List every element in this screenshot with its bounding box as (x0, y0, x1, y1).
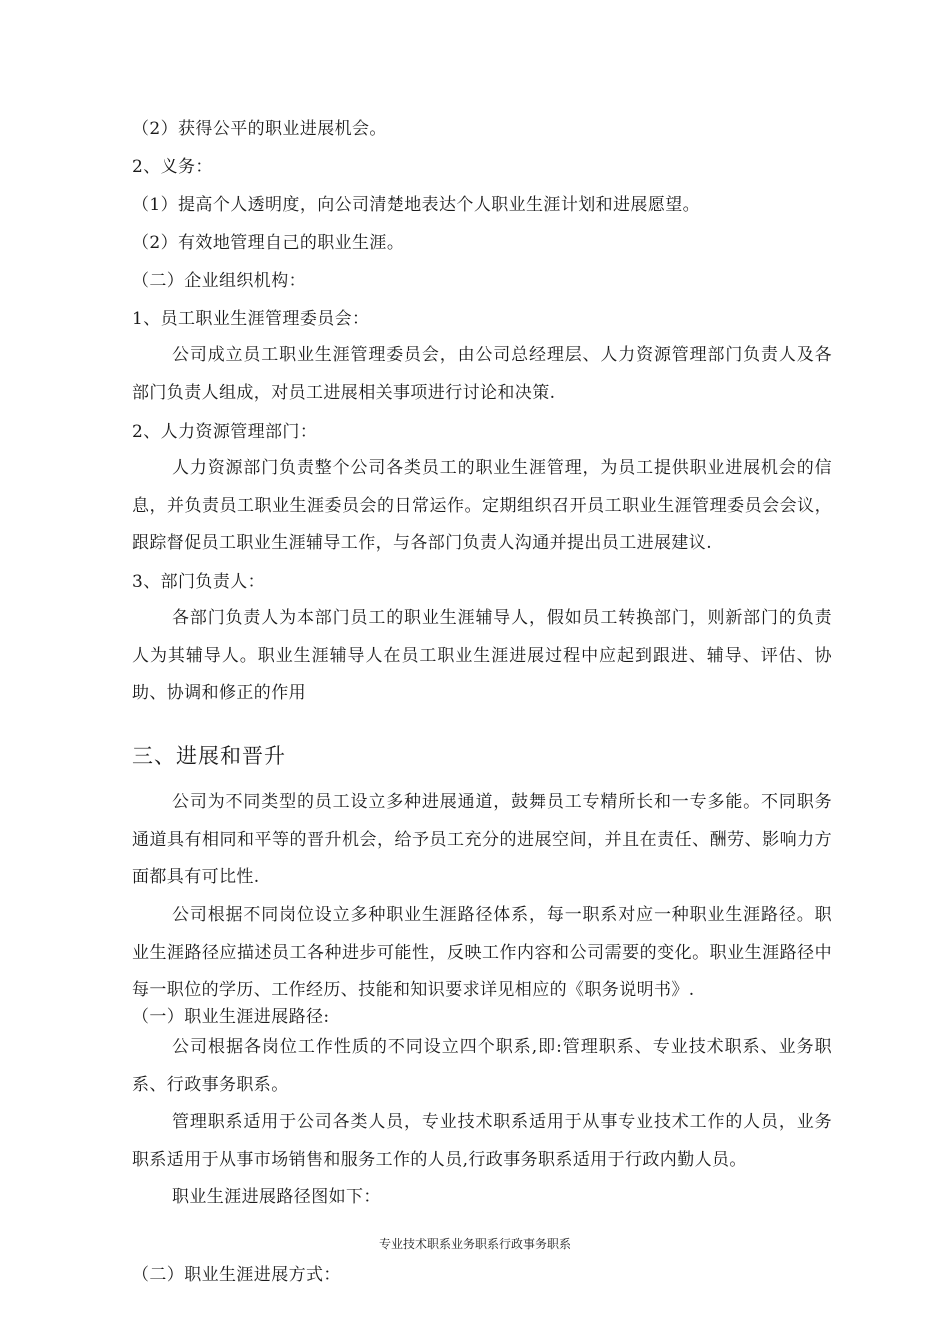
paragraph-channels: 公司为不同类型的员工设立多种进展通道，鼓舞员工专精所长和一专多能。不同职务通道具有相同和平等的晋升机会，给予员工充分的进展空间，并且在责任、酬劳、影响力方面都具有可比性. (132, 792, 832, 887)
paragraph-hr-dept: 人力资源部门负责整个公司各类员工的职业生涯管理，为员工提供职业进展机会的信息，并负责员工职业生涯委员会的日常运作。定期组织召开员工职业生涯管理委员会会议，跟踪督促员工职业生涯辅导工作，与各部门负责人沟通并提出员工进展建议. (132, 458, 832, 553)
paragraph-four-series: 公司根据各岗位工作性质的不同设立四个职系,即:管理职系、专业技术职系、业务职系、行政事务职系。 (132, 1037, 832, 1095)
paragraph-path-diagram: 职业生涯进展路径图如下： (172, 1187, 381, 1207)
text-line-fair-opportunity: （2）获得公平的职业进展机会。 (132, 119, 387, 139)
section-career-methods: （二）职业生涯进展方式： (132, 1265, 341, 1285)
section-career-path: （一）职业生涯进展路径: (132, 1007, 330, 1027)
diagram-caption: 专业技术职系业务职系行政事务职系 (378, 1237, 571, 1251)
text-line-dept-head: 3、部门负责人： (132, 572, 266, 592)
text-line-committee: 1、员工职业生涯管理委员会： (132, 309, 370, 329)
text-line-hr-dept: 2、人力资源管理部门： (132, 422, 318, 442)
paragraph-dept-head: 各部门负责人为本部门员工的职业生涯辅导人，假如员工转换部门，则新部门的负责人为其辅导人。职业生涯辅导人在员工职业生涯进展过程中应起到跟进、辅导、评估、协助、协调和修正的作用 (132, 608, 832, 703)
section-heading-development: 三、进展和晋升 (132, 744, 286, 768)
paragraph-series-scope: 管理职系适用于公司各类人员，专业技术职系适用于从事专业技术工作的人员，业务职系适用于从事市场销售和服务工作的人员,行政事务职系适用于行政内勤人员。 (132, 1112, 832, 1170)
text-line-transparency: （1）提高个人透明度，向公司清楚地表达个人职业生涯计划和进展愿望。 (132, 195, 701, 215)
section-org-structure: （二）企业组织机构： (132, 271, 306, 291)
paragraph-career-paths: 公司根据不同岗位设立多种职业生涯路径体系，每一职系对应一种职业生涯路径。职业生涯路径应描述员工各种进步可能性，反映工作内容和公司需要的变化。职业生涯路径中每一职位的学历、工作经历、技能和知识要求详见相应的《职务说明书》. (132, 905, 832, 1000)
text-line-self-manage: （2）有效地管理自己的职业生涯。 (132, 233, 405, 253)
text-line-obligations: 2、义务： (132, 157, 213, 177)
paragraph-committee: 公司成立员工职业生涯管理委员会，由公司总经理层、人力资源管理部门负责人及各部门负责人组成，对员工进展相关事项进行讨论和决策. (132, 345, 832, 403)
